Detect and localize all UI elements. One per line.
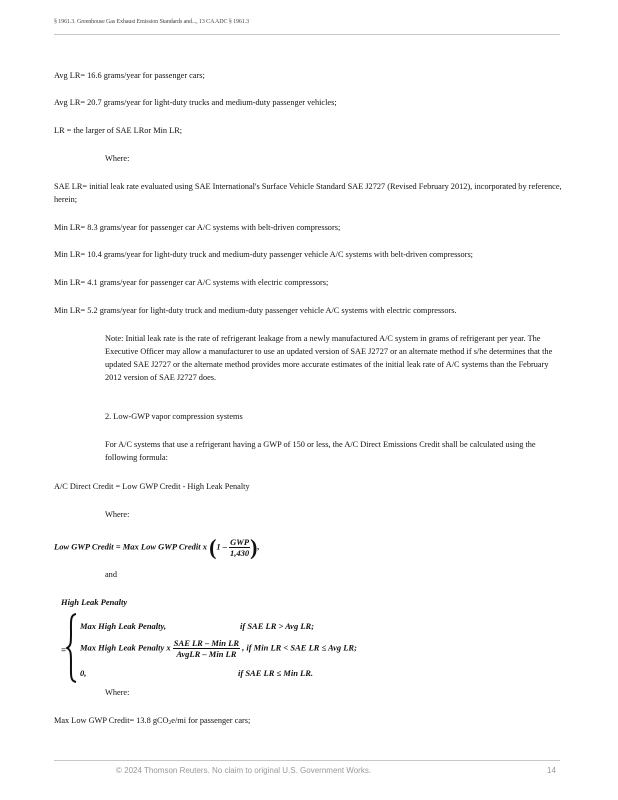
formula-equals: =: [61, 645, 67, 655]
penalty-case-condition: , if Min LR < SAE LR ≤ Avg LR;: [242, 642, 357, 653]
formula-lhs: Low GWP Credit = Max Low GWP Credit x: [54, 541, 207, 552]
note-paragraph: Note: Initial leak rate is the rate of refrigerant leakage from a newly manufactured A/C system in grams of refrigerant per year. The Executive Officer may allow a manufacturer to use an updated version of SAE J2727 or an alternate method if s/he determines that the updated SAE J2727 or the alternate method provides more accurate estimates of the initial leak rate of A/C systems than the February 2012 version of SAE J2727 does.: [105, 334, 553, 382]
header-divider: [54, 34, 560, 35]
fraction-numerator: GWP: [230, 537, 250, 547]
formula-one-minus: 1 –: [216, 541, 228, 552]
leak-rate-fraction: [173, 638, 240, 659]
penalty-case-row: 0,: [80, 668, 87, 678]
fraction-denominator: 1,430: [230, 548, 250, 558]
footer-copyright: © 2024 Thomson Reuters. No claim to original U.S. Government Works.: [116, 766, 372, 775]
max-low-gwp-suffix: e/mi for passenger cars;: [171, 716, 251, 725]
page-number: 14: [547, 766, 556, 775]
min-lr-item: Min LR= 10.4 grams/year for light-duty truck and medium-duty passenger vehicle A/C systems with belt-driven compressors;: [54, 250, 473, 259]
max-low-gwp-prefix: Max Low GWP Credit= 13.8 gCO: [54, 716, 169, 725]
and-label: and: [105, 570, 117, 579]
min-lr-item: Min LR= 5.2 grams/year for light-duty truck and medium-duty passenger vehicle A/C systems with electric compressors.: [54, 306, 457, 315]
max-low-gwp-credit: [54, 714, 250, 730]
gwp-fraction: [229, 537, 250, 558]
sae-lr-definition: SAE LR= initial leak rate evaluated using SAE International's Surface Vehicle Standard SAE J2727 (Revised February 2012), incorporated by reference, herein;: [54, 182, 562, 204]
direct-credit-formula: A/C Direct Credit = Low GWP Credit - High Leak Penalty: [54, 482, 250, 491]
fraction-denominator: AvgLR – Min LR: [176, 649, 237, 659]
penalty-row-left: Max High Leak Penalty x: [80, 642, 171, 653]
penalty-case-condition: if SAE LR ≤ Min LR.: [238, 668, 314, 678]
penalty-case-condition: if SAE LR > Avg LR;: [240, 621, 315, 631]
where-label: Where:: [105, 154, 130, 163]
high-leak-penalty-title: High Leak Penalty: [61, 597, 128, 607]
left-brace-icon: [66, 613, 78, 683]
penalty-case-row: [80, 638, 357, 659]
section-paragraph: For A/C systems that use a refrigerant having a GWP of 150 or less, the A/C Direct Emissions Credit shall be calculated using the following formula:: [105, 440, 536, 462]
footer-divider: [54, 760, 560, 761]
close-paren: ): [250, 534, 258, 560]
penalty-case-row: Max High Leak Penalty,: [80, 621, 167, 631]
min-lr-item: Min LR= 4.1 grams/year for passenger car A/C systems with electric compressors;: [54, 278, 329, 287]
lr-definition: LR = the larger of SAE LRor Min LR;: [54, 126, 183, 135]
avg-lr-cars: Avg LR= 16.6 grams/year for passenger cars;: [54, 71, 205, 80]
page-header-citation: § 1961.3. Greenhouse Gas Exhaust Emission Standards and..., 13 CA ADC § 1961.3: [54, 19, 250, 25]
formula-tail: ,: [257, 541, 260, 552]
where-label: Where:: [105, 688, 130, 697]
where-label: Where:: [105, 510, 130, 519]
open-paren: (: [209, 534, 217, 560]
min-lr-item: Min LR= 8.3 grams/year for passenger car A/C systems with belt-driven compressors;: [54, 223, 341, 232]
fraction-numerator: SAE LR – Min LR: [173, 638, 239, 648]
section-heading: 2. Low-GWP vapor compression systems: [105, 412, 243, 421]
low-gwp-credit-formula: [54, 534, 260, 560]
co2-subscript: 2: [168, 720, 172, 726]
avg-lr-trucks: Avg LR= 20.7 grams/year for light-duty trucks and medium-duty passenger vehicles;: [54, 98, 337, 107]
